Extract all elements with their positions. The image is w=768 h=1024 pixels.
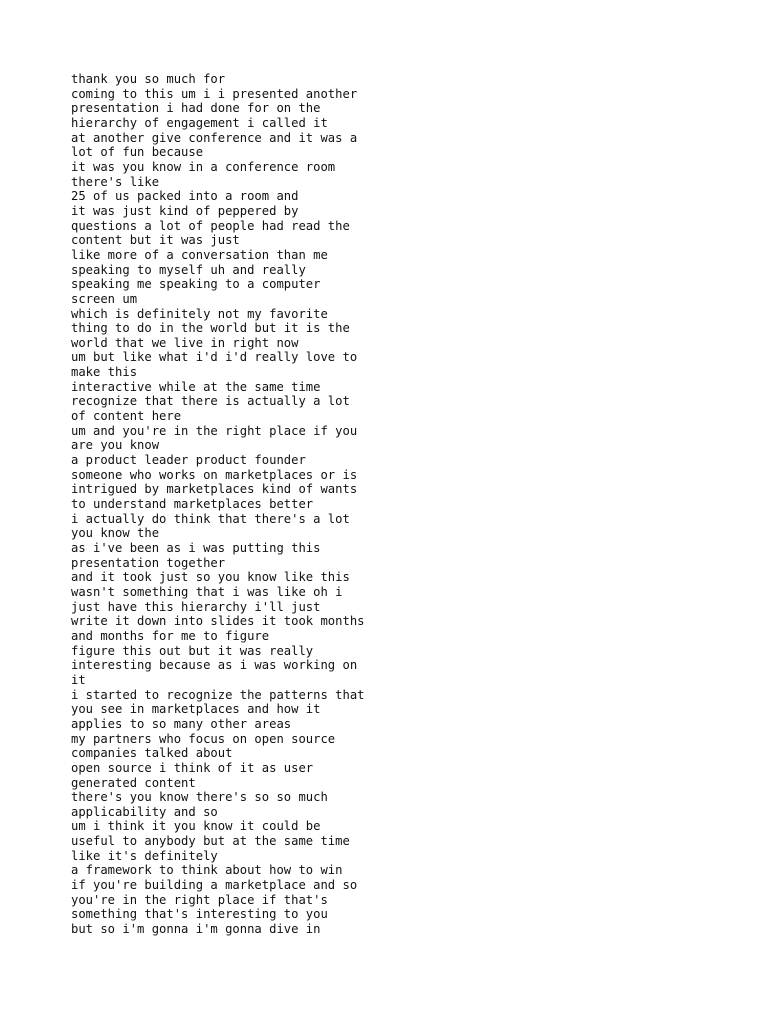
transcript-line: make this: [71, 365, 138, 380]
transcript-line: like it's definitely: [71, 848, 218, 863]
transcript-line: you see in marketplaces and how it: [71, 702, 321, 717]
transcript-line: presentation i had done for on the: [71, 101, 321, 116]
transcript-line: recognize that there is actually a lot: [71, 394, 350, 409]
transcript-line: there's you know there's so so much: [71, 790, 328, 805]
transcript-line: interesting because as i was working on: [71, 658, 358, 673]
transcript-line: a product leader product founder: [71, 453, 306, 468]
transcript-line: um and you're in the right place if you: [71, 423, 358, 438]
transcript-line: world that we live in right now: [71, 335, 299, 350]
transcript-line: you're in the right place if that's: [71, 892, 328, 907]
transcript-line: and months for me to figure: [71, 628, 270, 643]
transcript-line: intrigued by marketplaces kind of wants: [71, 482, 358, 497]
transcript-line: 25 of us packed into a room and: [71, 189, 299, 204]
transcript-line: presentation together: [71, 555, 226, 570]
transcript-line: applicability and so: [71, 804, 218, 819]
transcript-line: questions a lot of people had read the: [71, 218, 350, 233]
transcript-line: it was just kind of peppered by: [71, 203, 299, 218]
transcript-line: thank you so much for: [71, 72, 226, 86]
transcript-line: generated content: [71, 775, 196, 790]
transcript-line: like more of a conversation than me: [71, 247, 328, 262]
transcript-line: coming to this um i i presented another: [71, 86, 358, 101]
transcript-line: content but it was just: [71, 233, 240, 248]
transcript-line: companies talked about: [71, 746, 233, 761]
transcript-line: a framework to think about how to win: [71, 863, 343, 878]
transcript-text: [71, 72, 365, 937]
transcript-line: useful to anybody but at the same time: [71, 834, 350, 849]
transcript-line: um but like what i'd i'd really love to: [71, 350, 358, 365]
transcript-line: of content here: [71, 409, 182, 424]
transcript-line: but so i'm gonna i'm gonna dive in: [71, 922, 321, 937]
transcript-line: something that's interesting to you: [71, 907, 328, 922]
transcript-line: to understand marketplaces better: [71, 497, 314, 512]
transcript-line: there's like: [71, 174, 160, 189]
transcript-line: i actually do think that there's a lot: [71, 511, 350, 526]
transcript-line: applies to so many other areas: [71, 716, 292, 731]
transcript-line: and it took just so you know like this: [71, 570, 350, 585]
transcript-line: um i think it you know it could be: [71, 819, 321, 834]
transcript-line: my partners who focus on open source: [71, 731, 336, 746]
transcript-line: interactive while at the same time: [71, 379, 321, 394]
transcript-line: as i've been as i was putting this: [71, 541, 321, 555]
transcript-line: if you're building a marketplace and so: [71, 878, 358, 893]
transcript-line: it: [71, 672, 86, 687]
transcript-line: speaking me speaking to a computer: [71, 277, 321, 292]
transcript-line: are you know: [71, 438, 160, 453]
transcript-line: which is definitely not my favorite: [71, 306, 328, 321]
transcript-line: wasn't something that i was like oh i: [71, 584, 343, 599]
transcript-line: i started to recognize the patterns that: [71, 687, 365, 702]
transcript-line: write it down into slides it took months: [71, 614, 365, 629]
transcript-line: speaking to myself uh and really: [71, 262, 306, 277]
transcript-line: figure this out but it was really: [71, 643, 314, 658]
transcript-line: hierarchy of engagement i called it: [71, 115, 328, 130]
transcript-line: just have this hierarchy i'll just: [71, 599, 321, 614]
transcript-line: someone who works on marketplaces or is: [71, 467, 358, 482]
transcript-line: open source i think of it as user: [71, 760, 314, 775]
transcript-line: at another give conference and it was a: [71, 130, 358, 145]
transcript-line: it was you know in a conference room: [71, 159, 336, 174]
transcript-line: lot of fun because: [71, 145, 204, 160]
transcript-line: you know the: [71, 526, 160, 541]
transcript-line: screen um: [71, 291, 138, 306]
transcript-line: thing to do in the world but it is the: [71, 321, 350, 336]
